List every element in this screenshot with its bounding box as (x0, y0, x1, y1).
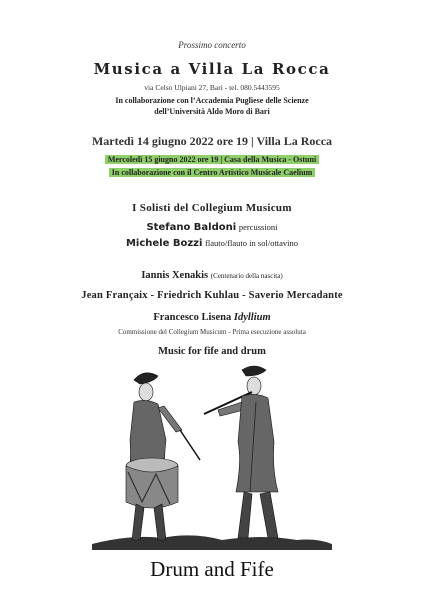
program-title: Music for fife and drum (158, 346, 266, 357)
secondary-collab: In collaborazione con il Centro Artistico Musicale Caelium (109, 168, 316, 177)
work-title: Idyllium (233, 312, 271, 323)
composer-row-1 (0, 270, 424, 281)
performer-name: Stefano Baldoni (146, 222, 237, 233)
collaboration-line-2: dell’Università Aldo Moro di Bari (154, 107, 270, 116)
composer-note: (Centenario della nascita) (210, 272, 283, 280)
poster-title: Musica a Villa La Rocca (93, 60, 331, 78)
illustration-caption: Drum and Fife (150, 557, 274, 581)
composer-row-3 (0, 312, 424, 323)
composer-name: Francesco Lisena (153, 312, 232, 323)
secondary-date: Mercoledì 15 giugno 2022 ore 19 | Casa della Musica - Ostuni (105, 155, 319, 164)
drum-and-fife-illustration (92, 362, 332, 587)
composer-name: Iannis Xenakis (141, 270, 209, 281)
ensemble-name: I Solisti del Collegium Musicum (132, 202, 292, 214)
collaboration-line-1: In collaborazione con l’Accademia Pugliese delle Scienze (115, 96, 309, 105)
performer-role: percussioni (238, 222, 278, 232)
kicker-text: Prossimo concerto (178, 40, 246, 50)
commission-note: Commissione del Collegium Musicum - Prima esecuzione assoluta (118, 328, 306, 336)
secondary-collab-row (0, 168, 424, 177)
performer-row (0, 222, 424, 233)
performer-row (0, 238, 424, 249)
primary-date: Martedì 14 giugno 2022 ore 19 | Villa La Rocca (91, 134, 333, 148)
performer-name: Michele Bozzi (125, 238, 203, 249)
venue-address: via Celso Ulpiani 27, Bari - tel. 080.5443595 (144, 83, 280, 92)
secondary-date-row (0, 155, 424, 164)
composer-row-2: Jean Françaix - Friedrich Kuhlau - Saverio Mercadante (81, 290, 343, 301)
performer-role: flauto/flauto in sol/ottavino (205, 238, 299, 248)
